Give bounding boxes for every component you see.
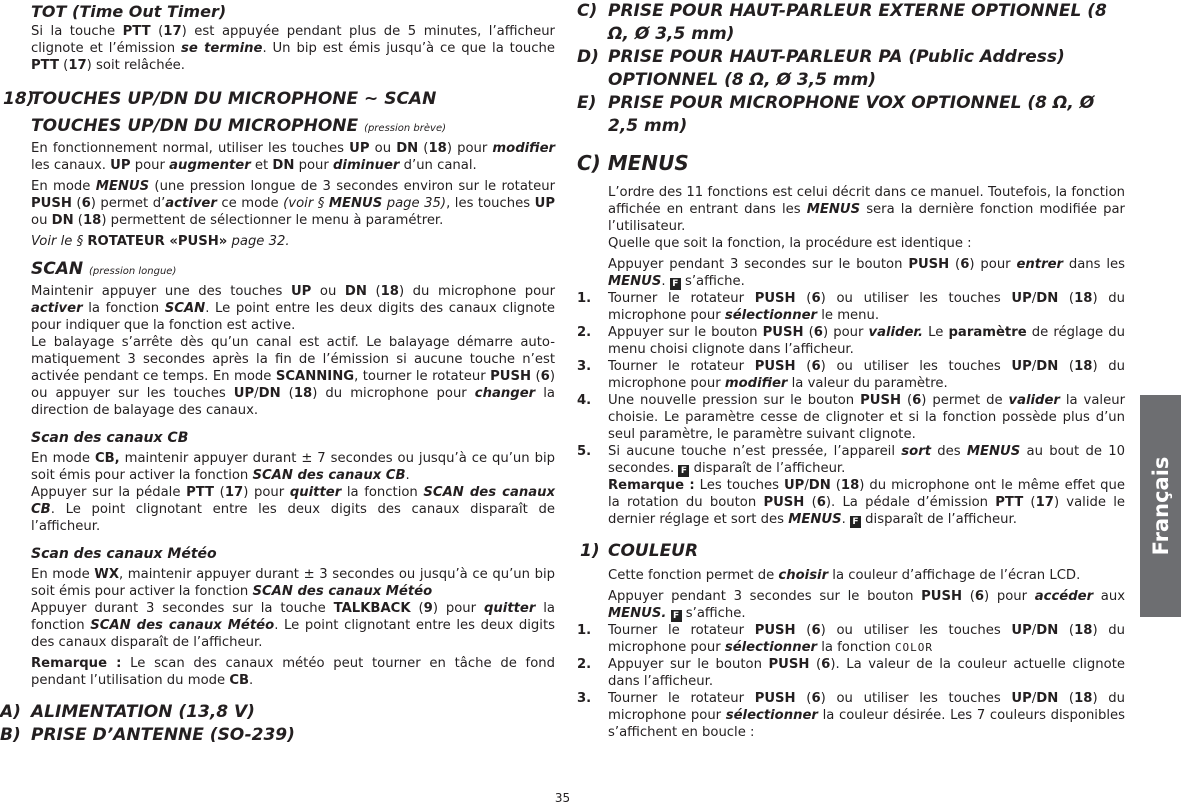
- couleur-step: 3. Tourner le rotateur PUSH (6) ou utiliser les touches UP/DN (18) du microphone pour sélectionner la couleur désirée. Les 7 couleurs disponibles s’affichent en boucle :: [577, 691, 1125, 740]
- wx-remark: Remarque : Le scan des canaux météo peut tourner en tâche de fond pendant l’utilisation du mode CB.: [31, 656, 555, 688]
- menus-remark: Remarque : Les touches UP/DN (18) du microphone ont le même effet que la rotation du bouton PUSH (6). La pédale d’émission PTT (17) valide le dernier réglage et sort des MENUS. F disparaît de l’afficheur.: [608, 478, 1125, 527]
- menu-step: 3. Tourner le rotateur PUSH (6) ou utiliser les touches UP/DN (18) du microphone pour modifier la valeur du paramètre.: [577, 359, 1125, 391]
- menus-intro: L’ordre des 11 fonctions est celui décrit dans ce manuel. Toutefois, la fonction affichée en entrant dans les MENUS sera la dernière fonction modifiée par l’utilisateur.: [608, 185, 1125, 234]
- menu-step: 1. Tourner le rotateur PUSH (6) ou utiliser les touches UP/DN (18) du microphone pour sélectionner le menu.: [577, 291, 1125, 323]
- menus-procedure: Quelle que soit la fonction, la procédure est identique :: [608, 236, 972, 251]
- item-b: B) PRISE D’ANTENNE (SO-239): [0, 725, 295, 745]
- updn-paragraph-2: En mode MENUS (une pression longue de 3 secondes environ sur le rotateur PUSH (6) permet d’activer ce mode (voir § MENUS page 35), les touches UP ou DN (18) permettent de sélectionner le menu à paramétrer.: [31, 179, 555, 228]
- menu-step: 5. Si aucune touche n’est pressée, l’appareil sort des MENUS au bout de 10 secondes. F disparaît de l’afficheur.: [577, 444, 1125, 476]
- couleur-step: 1. Tourner le rotateur PUSH (6) ou utiliser les touches UP/DN (18) du microphone pour sélectionner la fonction COLOR: [577, 623, 1125, 655]
- left-column: [0, 0, 555, 747]
- menu-step: 2. Appuyer sur le bouton PUSH (6) pour valider. Le paramètre de réglage du menu choisi clignote dans l’afficheur.: [577, 325, 1125, 357]
- cb-paragraph-2: Appuyer sur la pédale PTT (17) pour quitter la fonction SCAN des canaux CB. Le point clignotant entre les deux digits des canaux disparaît de l’afficheur.: [31, 485, 556, 534]
- see-rotator-paragraph: Voir le § ROTATEUR «PUSH» page 32.: [31, 234, 290, 249]
- item-c: C) PRISE POUR HAUT-PARLEUR EXTERNE OPTIONNEL (8 Ω, Ø 3,5 mm): [577, 1, 1107, 44]
- couleur-step: 2. Appuyer sur le bouton PUSH (6). La valeur de la couleur actuelle clignote dans l’afficheur.: [577, 657, 1125, 689]
- cb-paragraph-1: En mode CB, maintenir appuyer durant ± 7 secondes ou jusqu’à ce qu’un bip soit émis pour activer la fonction SCAN des canaux CB.: [31, 451, 555, 483]
- item-e: E) PRISE POUR MICROPHONE VOX OPTIONNEL (8 Ω, Ø 2,5 mm): [577, 93, 1095, 136]
- f-icon: F: [678, 465, 689, 477]
- updn-title: TOUCHES UP/DN DU MICROPHONE (pression brève): [31, 116, 446, 136]
- scan-title: SCAN (pression longue): [31, 259, 177, 279]
- page-number: 35: [554, 791, 571, 805]
- menu-step: 4. Une nouvelle pression sur le bouton PUSH (6) permet de valider la valeur choisie. Le paramètre cesse de clignoter et si la fonction possède plus d’un seul paramètre, le paramètre suivant clignote.: [577, 393, 1125, 442]
- scan-paragraph-1: Maintenir appuyer une des touches UP ou DN (18) du microphone pour activer la fonction SCAN. Le point entre les deux digits des canaux clignote pour indiquer que la fonction est active.: [31, 284, 555, 333]
- couleur-paragraph-1: Cette fonction permet de choisir la couleur d’affichage de l’écran LCD.: [608, 568, 1081, 583]
- language-tab-label: Français: [1148, 456, 1173, 556]
- menus-title: C) MENUS: [577, 151, 689, 175]
- couleur-heading: 1) COULEUR: [580, 541, 699, 561]
- f-icon: F: [671, 610, 682, 622]
- item-d: D) PRISE POUR HAUT-PARLEUR PA (Public Address) OPTIONNEL (8 Ω, Ø 3,5 mm): [577, 47, 1065, 90]
- couleur-paragraph-2: Appuyer pendant 3 secondes sur le bouton PUSH (6) pour accéder aux MENUS. F s’affiche.: [608, 589, 1126, 621]
- scan-paragraph-2: Le balayage s’arrête dès qu’un canal est actif. Le balayage démarre auto-matiquement 3 secondes après la fin de l’émission si aucune touche n’est activée pendant ce temps. En mode SCANNING, tourner le rotateur PUSH (6) ou appuyer sur les touches UP/DN (18) du microphone pour changer la direction de balayage des canaux.: [31, 335, 556, 418]
- right-column: [577, 0, 1125, 741]
- tot-title: TOT (Time Out Timer): [31, 2, 227, 21]
- wx-paragraph-1: En mode WX, maintenir appuyer durant ± 3 secondes ou jusqu’à ce qu’un bip soit émis pour activer la fonction SCAN des canaux Météo: [31, 567, 555, 599]
- item-a: A) ALIMENTATION (13,8 V): [0, 702, 255, 722]
- section-18-heading: 18) TOUCHES UP/DN DU MICROPHONE ~ SCAN: [3, 89, 437, 109]
- updn-paragraph-1: En fonctionnement normal, utiliser les touches UP ou DN (18) pour modifier les canaux. UP pour augmenter et DN pour diminuer d’un canal.: [31, 141, 556, 173]
- menus-enter: Appuyer pendant 3 secondes sur le bouton PUSH (6) pour entrer dans les MENUS. F s’affiche.: [608, 257, 1126, 289]
- wx-scan-title: Scan des canaux Météo: [31, 546, 217, 562]
- wx-paragraph-2: Appuyer durant 3 secondes sur la touche TALKBACK (9) pour quitter la fonction SCAN des canaux Météo. Le point clignotant entre les deux digits des canaux disparaît de l’afficheur.: [31, 601, 556, 650]
- lcd-color-text: COLOR: [894, 641, 934, 654]
- f-icon: F: [670, 278, 681, 290]
- tot-paragraph: Si la touche PTT (17) est appuyée pendant plus de 5 minutes, l’afficheur clignote et l’émission se termine. Un bip est émis jusqu’à ce que la touche PTT (17) soit relâchée.: [31, 24, 556, 73]
- f-icon: F: [850, 516, 861, 528]
- cb-scan-title: Scan des canaux CB: [31, 430, 189, 446]
- language-tab: [1140, 395, 1181, 617]
